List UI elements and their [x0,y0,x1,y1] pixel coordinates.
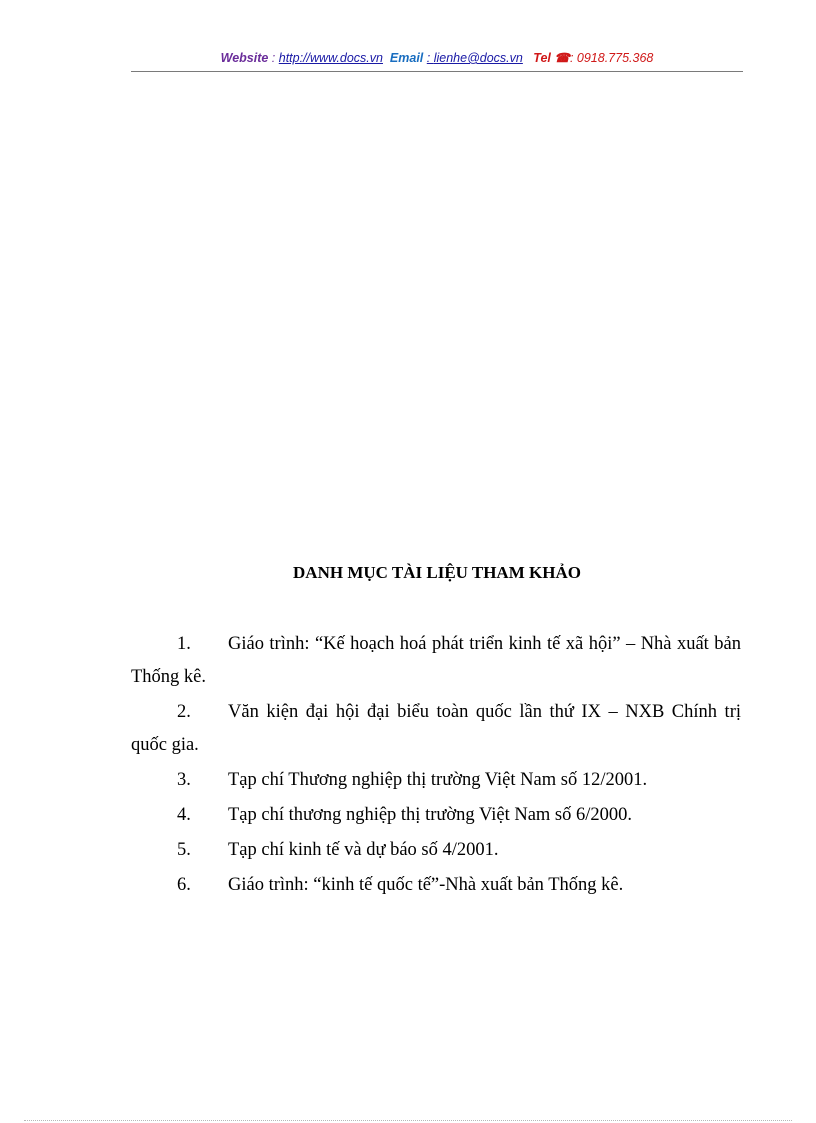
email-separator: : [426,51,434,65]
item-number: 2. [177,702,191,722]
item-number: 1. [177,634,191,654]
phone-number: : 0918.775.368 [569,51,654,65]
website-label: Website [220,51,269,65]
item-text: Giáo trình: “Kế hoạch hoá phát triển kinh tế xã hội” – Nhà xuất bản Thống kê. [131,634,741,687]
item-number: 5. [177,840,191,860]
email-label: Email [389,51,424,65]
phone-icon: ☎ [554,51,570,65]
website-link[interactable]: http://www.docs.vn [278,51,383,65]
tel-label: Tel [533,51,551,65]
item-number: 4. [177,805,191,825]
item-number: 3. [177,770,191,790]
list-item [131,628,741,694]
footer-divider [24,1120,792,1121]
item-text: Văn kiện đại hội đại biểu toàn quốc lần thứ IX – NXB Chính trị quốc gia. [131,702,741,755]
header-divider [131,71,743,72]
item-text: Tạp chí Thương nghiệp thị trường Việt Nam số 12/2001. [228,770,648,790]
list-item [131,834,741,867]
page-title: DANH MỤC TÀI LIỆU THAM KHẢO [293,563,581,582]
reference-list [131,628,741,904]
list-item [131,799,741,832]
list-item [131,764,741,797]
list-item [131,696,741,762]
item-text: Giáo trình: “kinh tế quốc tế”-Nhà xuất bản Thống kê. [228,875,624,895]
list-item [131,869,741,902]
item-text: Tạp chí kinh tế và dự báo số 4/2001. [228,840,499,860]
website-separator: : [268,51,279,65]
page-header [131,50,743,65]
item-number: 6. [177,875,191,895]
email-link[interactable]: lienhe@docs.vn [433,51,523,65]
item-text: Tạp chí thương nghiệp thị trường Việt Nam số 6/2000. [228,805,633,825]
